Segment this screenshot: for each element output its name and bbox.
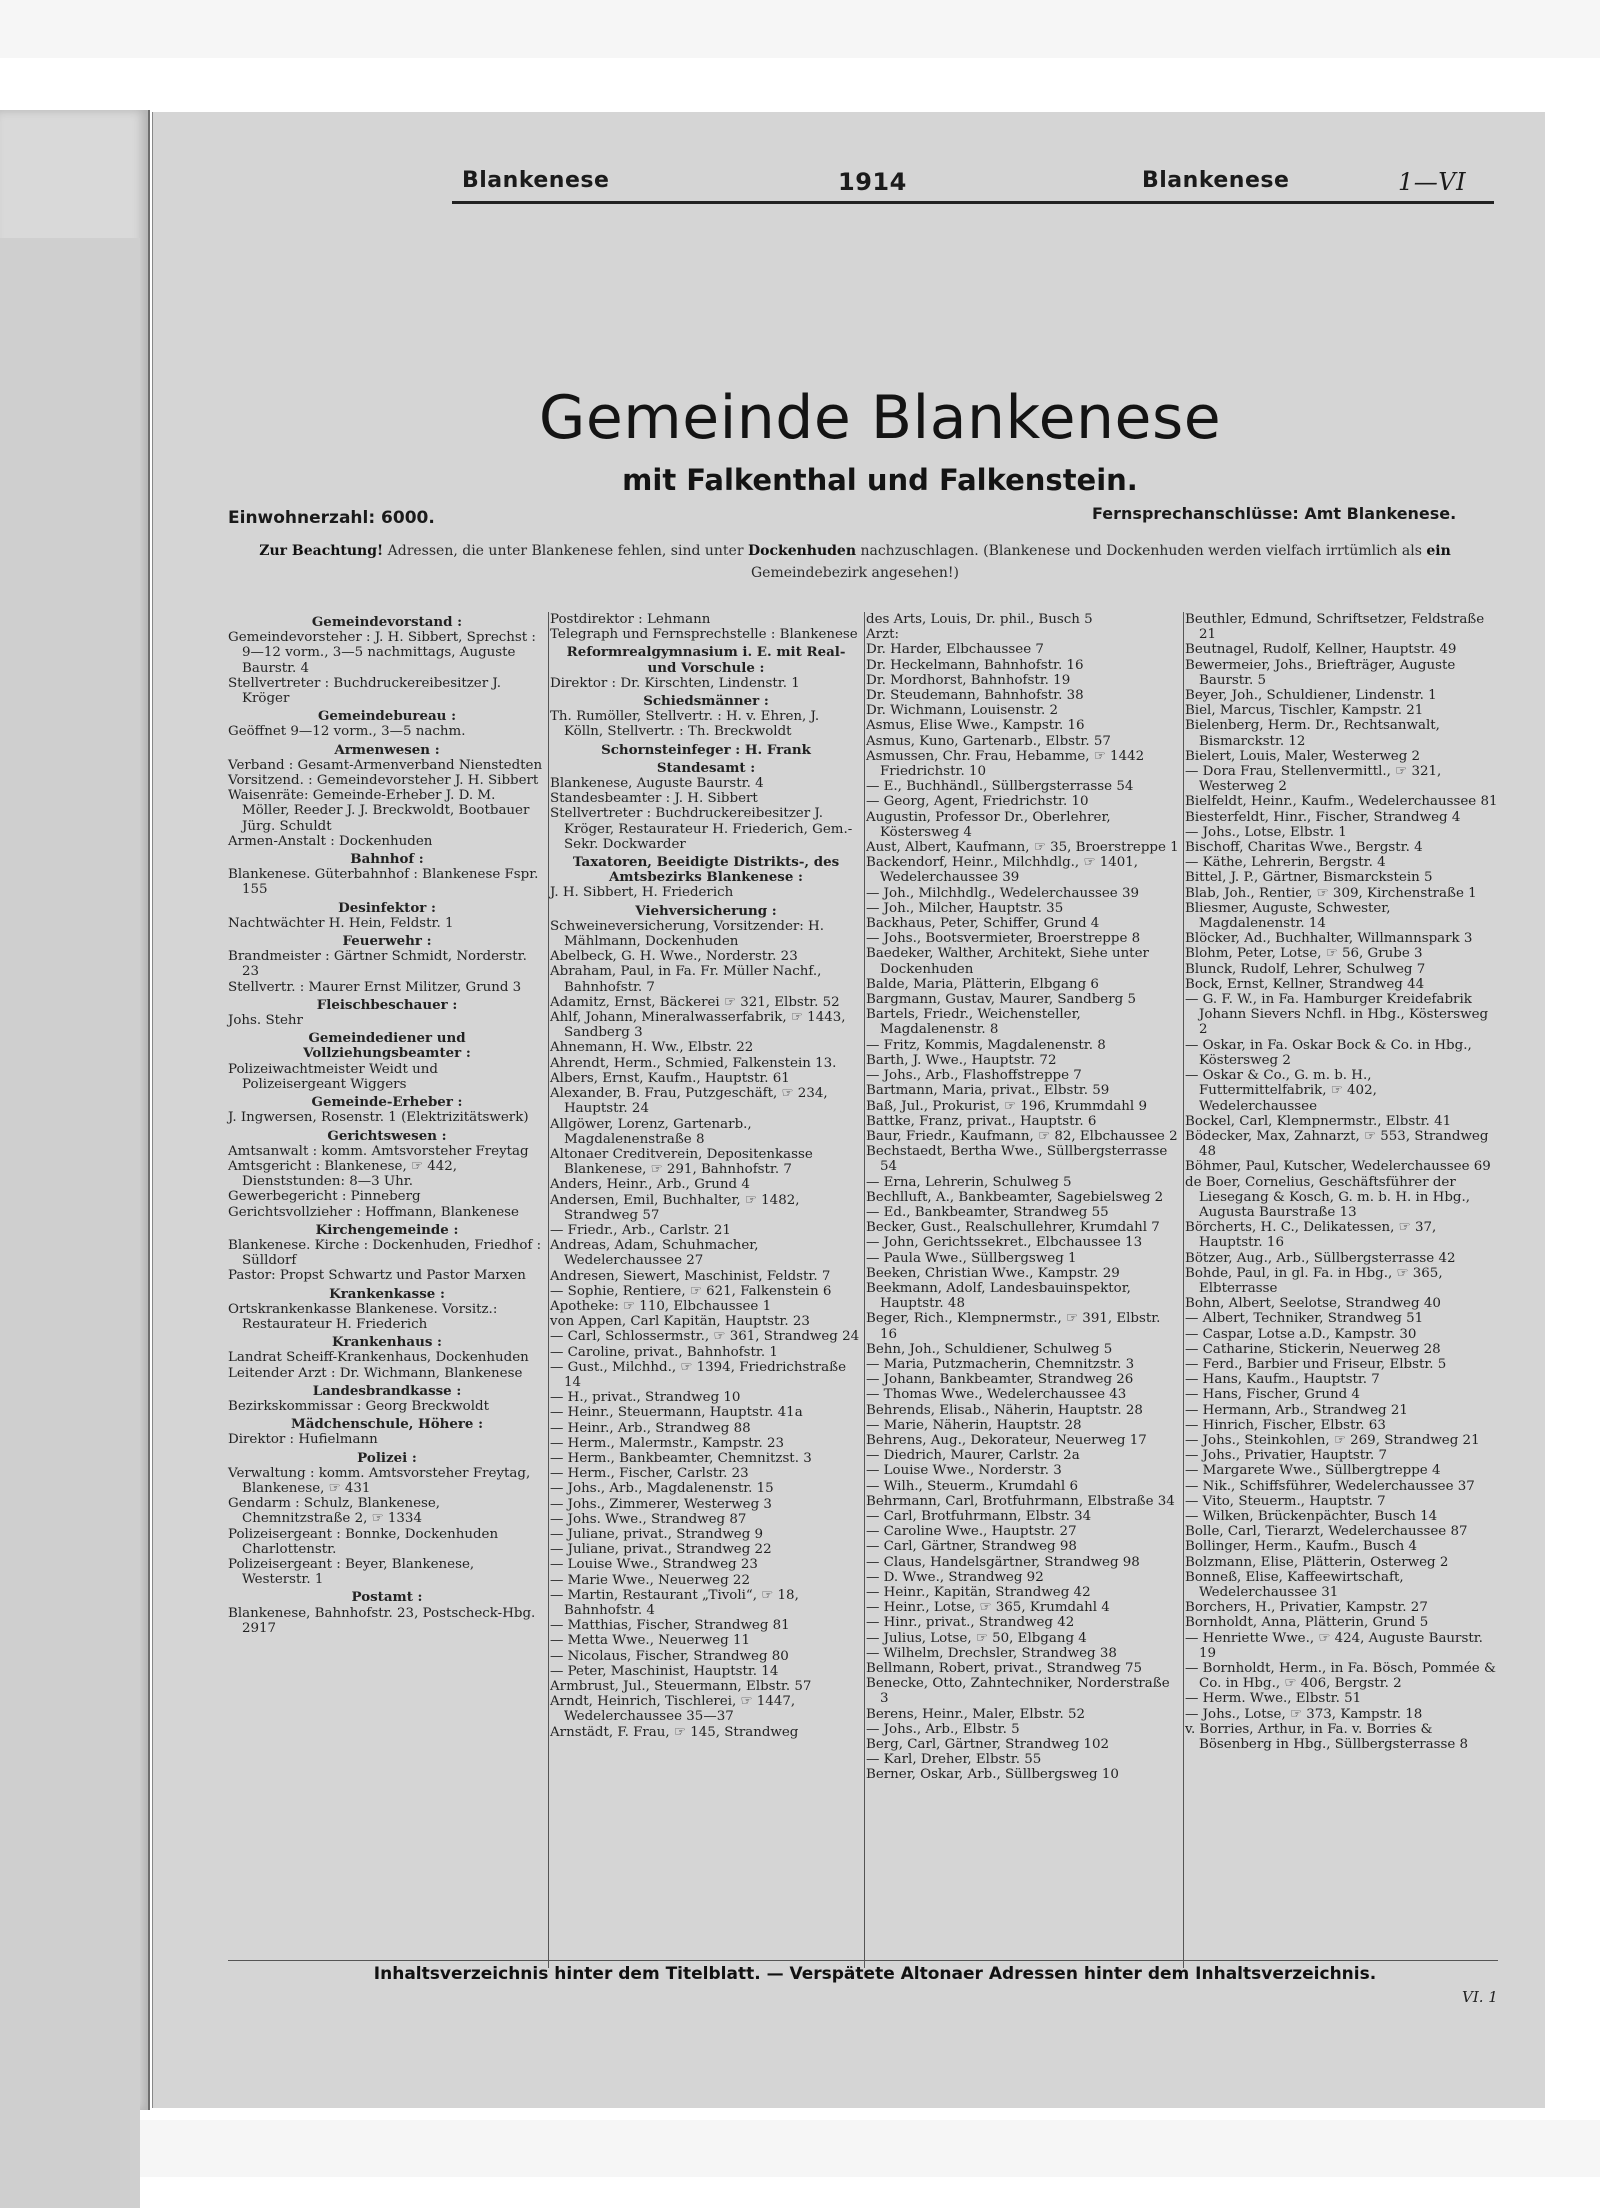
directory-entry: — Ferd., Barbier und Friseur, Elbstr. 5: [1185, 1356, 1447, 1372]
directory-entry: — Louise Wwe., Norderstr. 3: [866, 1463, 1062, 1479]
section-heading: Gemeindebureau :: [317, 708, 457, 725]
directory-entry: — Johs., Arb., Flashoffstreppe 7: [866, 1068, 1082, 1084]
directory-entry: — Hans, Kaufm., Hauptstr. 7: [1185, 1372, 1380, 1388]
directory-entry: — Friedr., Arb., Carlstr. 21: [550, 1222, 731, 1238]
directory-entry: Bonneß, Elise, Kaffeewirtschaft, Wedelerchaussee 31: [1185, 1569, 1404, 1600]
directory-entry: Bittel, J. P., Gärtner, Bismarckstein 5: [1185, 870, 1433, 886]
directory-entry: Geöffnet 9—12 vorm., 3—5 nachm.: [228, 724, 466, 740]
directory-entry: Beger, Rich., Klempnermstr., ☞ 391, Elbstr. 16: [866, 1311, 1161, 1342]
directory-entry: Aust, Albert, Kaufmann, ☞ 35, Broerstreppe 1: [866, 840, 1179, 856]
directory-entry: Dr. Harder, Elbchaussee 7: [866, 642, 1044, 658]
directory-entry: Bollinger, Herm., Kaufm., Busch 4: [1185, 1539, 1418, 1555]
directory-entry: Beutnagel, Rudolf, Kellner, Hauptstr. 49: [1185, 642, 1457, 658]
directory-entry: — Heinr., Arb., Strandweg 88: [550, 1420, 751, 1436]
section-heading: Gerichtswesen :: [327, 1127, 447, 1144]
section-heading: Postamt :: [351, 1589, 423, 1606]
section-heading: Standesamt :: [656, 759, 756, 776]
directory-entry: — Johs., Lotse, ☞ 373, Kampstr. 18: [1185, 1706, 1423, 1722]
directory-entry: — Catharine, Stickerin, Neuerweg 28: [1185, 1341, 1441, 1357]
directory-entry: — Wilhelm, Drechsler, Strandweg 38: [866, 1645, 1117, 1661]
directory-entry: Bornholdt, Anna, Plätterin, Grund 5: [1185, 1615, 1429, 1631]
directory-entry: Johs. Stehr: [228, 1013, 303, 1029]
directory-entry: Ahrendt, Herm., Schmied, Falkenstein 13.: [550, 1055, 837, 1071]
directory-entry: — Nik., Schiffsführer, Wedelerchaussee 37: [1185, 1478, 1475, 1494]
column-divider-2: [864, 612, 865, 1968]
directory-entry: Albers, Ernst, Kaufm., Hauptstr. 61: [550, 1070, 790, 1086]
page-title: Gemeinde Blankenese: [538, 383, 1222, 453]
footer-note: Inhaltsverzeichnis hinter dem Titelblatt. — Verspätete Altonaer Adressen hinter dem Inhaltsverzeichnis.: [373, 1964, 1377, 1984]
directory-entry: Gerichtsvollzieher : Hoffmann, Blankenese: [228, 1204, 519, 1220]
directory-entry: Berner, Oskar, Arb., Süllbergsweg 10: [866, 1767, 1119, 1783]
footer-rule: [228, 1960, 1498, 1961]
section-heading: Reformrealgymnasium i. E. mit Real- und Vorschule :: [566, 644, 846, 676]
directory-entry: Böhmer, Paul, Kutscher, Wedelerchaussee 69: [1185, 1159, 1491, 1175]
directory-entry: Blankenese. Kirche : Dockenhuden, Friedhof : Sülldorf: [228, 1237, 542, 1269]
directory-entry: — Hans, Fischer, Grund 4: [1185, 1387, 1360, 1403]
directory-entry: Behrens, Aug., Dekorateur, Neuerweg 17: [866, 1432, 1147, 1448]
directory-entry: Vorsitzend. : Gemeindevorsteher J. H. Sibbert: [228, 773, 539, 789]
directory-entry: — Thomas Wwe., Wedelerchaussee 43: [866, 1387, 1127, 1403]
directory-entry: Bolle, Carl, Tierarzt, Wedelerchaussee 87: [1185, 1524, 1468, 1540]
directory-entry: Blankenese. Güterbahnhof : Blankenese Fspr. 155: [228, 867, 539, 898]
directory-entry: Bargmann, Gustav, Maurer, Sandberg 5: [866, 992, 1136, 1008]
directory-entry: Augustin, Professor Dr., Oberlehrer, Köstersweg 4: [866, 809, 1111, 840]
left-page-shadow: [0, 238, 140, 2208]
directory-entry: — Fritz, Kommis, Magdalenenstr. 8: [866, 1037, 1106, 1053]
directory-entry: — Karl, Dreher, Elbstr. 55: [866, 1752, 1042, 1768]
directory-entry: — Johs. Wwe., Strandweg 87: [550, 1511, 747, 1527]
directory-entry: Bötzer, Aug., Arb., Süllbergsterrasse 42: [1185, 1250, 1456, 1266]
directory-entry: — Caroline, privat., Bahnhofstr. 1: [550, 1344, 778, 1360]
column-1: [228, 612, 546, 1636]
section-heading: Desinfektor :: [338, 899, 436, 916]
directory-entry: Bechstaedt, Bertha Wwe., Süllbergsterrasse 54: [866, 1144, 1168, 1175]
directory-entry: — Marie, Näherin, Hauptstr. 28: [866, 1417, 1082, 1433]
directory-entry: J. Ingwersen, Rosenstr. 1 (Elektrizitätswerk): [228, 1110, 529, 1126]
directory-entry: — Julius, Lotse, ☞ 50, Elbgang 4: [866, 1630, 1087, 1646]
notice-text-2: nachzuschlagen. (Blankenese und Dockenhuden werden vielfach irrtümlich als: [860, 543, 1422, 559]
directory-entry: — Johann, Bankbeamter, Strandweg 26: [866, 1372, 1134, 1388]
directory-entry: Bezirkskommissar : Georg Breckwoldt: [228, 1398, 489, 1414]
directory-entry: Bockel, Carl, Klempnermstr., Elbstr. 41: [1185, 1113, 1452, 1129]
section-heading: Viehversicherung :: [635, 902, 777, 919]
directory-entry: — Henriette Wwe., ☞ 424, Auguste Baurstr. 19: [1185, 1630, 1483, 1661]
directory-entry: — Gust., Milchhd., ☞ 1394, Friedrichstraße 14: [550, 1359, 846, 1390]
directory-entry: Blunck, Rudolf, Lehrer, Schulweg 7: [1185, 961, 1426, 977]
directory-entry: Bewermeier, Johs., Briefträger, Auguste Baurstr. 5: [1185, 657, 1456, 688]
directory-entry: — H., privat., Strandweg 10: [550, 1390, 741, 1406]
directory-entry: — Bornholdt, Herm., in Fa. Bösch, Pommée & Co. in Hbg., ☞ 406, Bergstr. 2: [1185, 1661, 1496, 1692]
directory-entry: — Matthias, Fischer, Strandweg 81: [550, 1618, 790, 1634]
directory-entry: Direktor : Dr. Kirschten, Lindenstr. 1: [550, 675, 800, 691]
directory-entry: Gendarm : Schulz, Blankenese, Chemnitzstraße 2, ☞ 1334: [228, 1496, 441, 1527]
column-divider-3: [1183, 612, 1184, 1968]
directory-entry: Stellvertr. : Maurer Ernst Militzer, Grund 3: [228, 979, 522, 995]
directory-entry: Beyer, Joh., Schuldiener, Lindenstr. 1: [1185, 688, 1437, 704]
directory-entry: Nachtwächter H. Hein, Feldstr. 1: [228, 915, 454, 931]
notice: [250, 540, 1460, 584]
directory-entry: — Oskar & Co., G. m. b. H., Futtermittelfabrik, ☞ 402, Wedelerchaussee: [1185, 1068, 1377, 1114]
directory-entry: — Sophie, Rentiere, ☞ 621, Falkenstein 6: [550, 1283, 832, 1299]
directory-entry: — Albert, Techniker, Strandweg 51: [1185, 1311, 1424, 1327]
directory-entry: — Hinr., privat., Strandweg 42: [866, 1615, 1075, 1631]
directory-entry: Biesterfeldt, Hinr., Fischer, Strandweg 4: [1185, 809, 1461, 825]
directory-entry: Bohde, Paul, in gl. Fa. in Hbg., ☞ 365, Elbterrasse: [1185, 1265, 1443, 1296]
directory-entry: Berg, Carl, Gärtner, Strandweg 102: [866, 1737, 1110, 1753]
section-heading: Gemeindediener und Vollziehungsbeamter :: [303, 1030, 471, 1062]
directory-entry: Landrat Scheiff-Krankenhaus, Dockenhuden: [228, 1350, 529, 1366]
directory-entry: — Dora Frau, Stellenvermittl., ☞ 321, Westerweg 2: [1185, 764, 1442, 795]
directory-entry: — Vito, Steuerm., Hauptstr. 7: [1185, 1493, 1386, 1509]
directory-entry: Dr. Mordhorst, Bahnhofstr. 19: [866, 672, 1071, 688]
directory-entry: Andersen, Emil, Buchhalter, ☞ 1482, Strandweg 57: [550, 1192, 800, 1223]
directory-entry: Biel, Marcus, Tischler, Kampstr. 21: [1185, 703, 1424, 719]
directory-entry: Altonaer Creditverein, Depositenkasse Blankenese, ☞ 291, Bahnhofstr. 7: [550, 1146, 813, 1178]
directory-entry: Gemeindevorsteher : J. H. Sibbert, Sprechst : 9—12 vorm., 3—5 nachmittags, Auguste Baurstr. 4: [228, 630, 536, 676]
directory-entry: Verwaltung : komm. Amtsvorsteher Freytag, Blankenese, ☞ 431: [228, 1465, 531, 1496]
directory-entry: Alexander, B. Frau, Putzgeschäft, ☞ 234, Hauptstr. 24: [550, 1086, 828, 1117]
scan-background-top: [0, 0, 1600, 58]
directory-entry: Backendorf, Heinr., Milchhdlg., ☞ 1401, Wedelerchaussee 39: [866, 855, 1139, 886]
directory-entry: Polizeiwachtmeister Weidt und Polizeisergeant Wiggers: [228, 1061, 438, 1092]
page-mark: VI. 1: [1462, 1988, 1498, 2006]
directory-entry: — Wilken, Brückenpächter, Busch 14: [1185, 1508, 1438, 1524]
directory-entry: Bohn, Albert, Seelotse, Strandweg 40: [1185, 1296, 1441, 1312]
directory-entry: — Heinr., Kapitän, Strandweg 42: [866, 1585, 1091, 1600]
directory-entry: Blohm, Peter, Lotse, ☞ 56, Grube 3: [1185, 946, 1423, 962]
directory-entry: Baur, Friedr., Kaufmann, ☞ 82, Elbchaussee 2: [866, 1128, 1178, 1144]
directory-entry: — Johs., Zimmerer, Westerweg 3: [550, 1496, 772, 1512]
directory-entry: — John, Gerichtssekret., Elbchaussee 13: [866, 1235, 1143, 1251]
directory-entry: — Margarete Wwe., Süllbergtreppe 4: [1185, 1463, 1441, 1479]
directory-entry: Dr. Heckelmann, Bahnhofstr. 16: [866, 657, 1084, 673]
directory-entry: — Georg, Agent, Friedrichstr. 10: [866, 794, 1089, 810]
directory-entry: — Maria, Putzmacherin, Chemnitzstr. 3: [866, 1356, 1135, 1372]
directory-entry: Blöcker, Ad., Buchhalter, Willmannspark 3: [1185, 931, 1473, 947]
running-head-year: 1914: [838, 168, 907, 196]
directory-entry: Börcherts, H. C., Delikatessen, ☞ 37, Hauptstr. 16: [1185, 1220, 1437, 1251]
directory-entry: Stellvertreter : Buchdruckereibesitzer J. Kröger: [228, 675, 501, 707]
directory-entry: Bellmann, Robert, privat., Strandweg 75: [866, 1661, 1143, 1677]
directory-entry: — Juliane, privat., Strandweg 22: [550, 1542, 772, 1558]
directory-entry: — Nicolaus, Fischer, Strandweg 80: [550, 1648, 789, 1664]
directory-entry: Pastor: Propst Schwartz und Pastor Marxen: [228, 1268, 526, 1284]
section-heading: Armenwesen :: [334, 741, 440, 758]
directory-entry: Amtsanwalt : komm. Amtsvorsteher Freytag: [228, 1143, 529, 1159]
directory-entry: Backhaus, Peter, Schiffer, Grund 4: [866, 916, 1100, 932]
directory-entry: — D. Wwe., Strandweg 92: [866, 1569, 1044, 1585]
directory-entry: de Boer, Cornelius, Geschäftsführer der Liesegang & Kosch, G. m. b. H. in Hbg., Augusta Baurstraße 13: [1185, 1174, 1471, 1220]
directory-entry: Borchers, H., Privatier, Kampstr. 27: [1185, 1600, 1428, 1616]
directory-entry: Bartmann, Maria, privat., Elbstr. 59: [866, 1083, 1110, 1099]
directory-entry: Schweineversicherung, Vorsitzender: H. Mählmann, Dockenhuden: [550, 918, 824, 950]
directory-entry: — Paula Wwe., Süllbergsweg 1: [866, 1250, 1077, 1266]
section-heading: Kirchengemeinde :: [315, 1221, 459, 1238]
section-heading: Schiedsmänner :: [643, 693, 769, 710]
directory-entry: — Carl, Brotfuhrmann, Elbstr. 34: [866, 1508, 1092, 1524]
directory-entry: — Caspar, Lotse a.D., Kampstr. 30: [1185, 1326, 1417, 1342]
directory-entry: Waisenräte: Gemeinde-Erheber J. D. M. Möller, Reeder J. J. Breckwoldt, Bootbauer Jürg. Schuldt: [228, 788, 530, 834]
scan-background-bottom: [0, 2120, 1600, 2177]
directory-entry: — Peter, Maschinist, Hauptstr. 14: [550, 1663, 779, 1679]
directory-entry: Balde, Maria, Plätterin, Elbgang 6: [866, 976, 1099, 992]
section-heading: Feuerwehr :: [342, 933, 432, 950]
directory-entry: Abraham, Paul, in Fa. Fr. Müller Nachf., Bahnhofstr. 7: [550, 964, 822, 995]
directory-entry: — Joh., Milcher, Hauptstr. 35: [866, 900, 1064, 916]
directory-entry: Stellvertreter : Buchdruckereibesitzer J. Kröger, Restaurateur H. Friederich, Gem.-Sekr. Dockwarder: [550, 806, 853, 852]
directory-entry: Bielenberg, Herm. Dr., Rechtsanwalt, Bismarckstr. 12: [1185, 718, 1440, 749]
directory-entry: — Heinr., Lotse, ☞ 365, Krumdahl 4: [866, 1600, 1110, 1616]
directory-entry: Ortskrankenkasse Blankenese. Vorsitz.: Restaurateur H. Friederich: [228, 1301, 498, 1332]
population-line: Einwohnerzahl: 6000.: [228, 508, 435, 528]
section-heading: Landesbrandkasse :: [312, 1382, 462, 1399]
directory-entry: — Herm., Fischer, Carlstr. 23: [550, 1466, 749, 1482]
directory-entry: Ahnemann, H. Ww., Elbstr. 22: [550, 1040, 754, 1056]
directory-entry: Verband : Gesamt-Armenverband Nienstedten: [228, 757, 543, 773]
directory-entry: Brandmeister : Gärtner Schmidt, Norderstr. 23: [228, 949, 527, 980]
directory-entry: — Wilh., Steuerm., Krumdahl 6: [866, 1478, 1078, 1494]
directory-entry: des Arts, Louis, Dr. phil., Busch 5: [866, 612, 1093, 627]
directory-entry: Beuthler, Edmund, Schriftsetzer, Feldstraße 21: [1185, 612, 1485, 643]
directory-entry: Bock, Ernst, Kellner, Strandweg 44: [1185, 976, 1425, 992]
directory-entry: Barth, J. Wwe., Hauptstr. 72: [866, 1052, 1057, 1068]
directory-entry: Bolzmann, Elise, Plätterin, Osterweg 2: [1185, 1554, 1449, 1570]
directory-entry: — Juliane, privat., Strandweg 9: [550, 1526, 764, 1542]
section-heading: Gemeinde-Erheber :: [311, 1094, 463, 1111]
directory-entry: Polizeisergeant : Bonnke, Dockenhuden Charlottenstr.: [228, 1526, 499, 1557]
directory-entry: Bischoff, Charitas Wwe., Bergstr. 4: [1185, 840, 1423, 856]
section-heading: Mädchenschule, Höhere :: [290, 1416, 484, 1433]
directory-entry: Bödecker, Max, Zahnarzt, ☞ 553, Strandweg 48: [1185, 1128, 1489, 1160]
directory-entry: — Oskar, in Fa. Oskar Bock & Co. in Hbg., Köstersweg 2: [1185, 1037, 1472, 1068]
directory-entry: Behn, Joh., Schuldiener, Schulweg 5: [866, 1341, 1113, 1357]
section-heading: Krankenkasse :: [329, 1285, 445, 1302]
directory-entry: Polizeisergeant : Beyer, Blankenese, Westerstr. 1: [228, 1556, 475, 1588]
directory-entry: Benecke, Otto, Zahntechniker, Norderstraße 3: [866, 1676, 1170, 1707]
running-head-left: Blankenese: [462, 168, 610, 193]
directory-entry: Adamitz, Ernst, Bäckerei ☞ 321, Elbstr. 52: [550, 994, 840, 1010]
directory-entry: Asmussen, Chr. Frau, Hebamme, ☞ 1442 Friedrichstr. 10: [866, 748, 1145, 780]
directory-entry: Dr. Wichmann, Louisenstr. 2: [866, 703, 1059, 719]
notice-bold-1: Dockenhuden: [747, 543, 857, 559]
directory-entry: Behrends, Elisab., Näherin, Hauptstr. 28: [866, 1402, 1143, 1418]
directory-entry: Blankenese, Auguste Baurstr. 4: [550, 776, 764, 792]
directory-entry: Standesbeamter : J. H. Sibbert: [550, 791, 758, 807]
directory-entry: — Hermann, Arb., Strandweg 21: [1185, 1402, 1408, 1418]
directory-entry: Arzt:: [866, 627, 900, 643]
directory-entry: — Diedrich, Maurer, Carlstr. 2a: [866, 1448, 1080, 1464]
directory-entry: — Joh., Milchhdlg., Wedelerchaussee 39: [866, 885, 1140, 901]
column-4: [1185, 612, 1498, 1752]
directory-entry: — Herm. Wwe., Elbstr. 51: [1185, 1691, 1362, 1707]
notice-text-1: Adressen, die unter Blankenese fehlen, sind unter: [387, 543, 744, 559]
directory-entry: Gewerbegericht : Pinneberg: [228, 1189, 421, 1205]
directory-entry: Apotheke: ☞ 110, Elbchaussee 1: [550, 1298, 772, 1314]
directory-entry: Bartels, Friedr., Weichensteller, Magdalenenstr. 8: [866, 1007, 1081, 1038]
directory-entry: — Heinr., Steuermann, Hauptstr. 41a: [550, 1405, 803, 1421]
directory-entry: — Herm., Malermstr., Kampstr. 23: [550, 1435, 785, 1451]
notice-lead: Zur Beachtung!: [259, 543, 384, 559]
directory-entry: Andresen, Siewert, Maschinist, Feldstr. 7: [550, 1268, 831, 1284]
directory-entry: Baß, Jul., Prokurist, ☞ 196, Krummdahl 9: [866, 1098, 1147, 1114]
directory-entry: — Erna, Lehrerin, Schulweg 5: [866, 1174, 1072, 1190]
column-divider-1: [548, 612, 549, 1968]
directory-entry: — Johs., Bootsvermieter, Broerstreppe 8: [866, 931, 1141, 947]
directory-entry: — Johs., Lotse, Elbstr. 1: [1185, 824, 1347, 840]
directory-entry: Arndt, Heinrich, Tischlerei, ☞ 1447, Wedelerchaussee 35—37: [550, 1694, 796, 1725]
directory-entry: — Metta Wwe., Neuerweg 11: [550, 1633, 751, 1649]
directory-entry: Abelbeck, G. H. Wwe., Norderstr. 23: [550, 949, 798, 965]
directory-entry: Behrmann, Carl, Brotfuhrmann, Elbstraße 34: [866, 1493, 1175, 1509]
directory-entry: Battke, Franz, privat., Hauptstr. 6: [866, 1113, 1097, 1129]
section-heading: Taxatoren, Beeidigte Distrikts-, des Amtsbezirks Blankenese :: [572, 854, 840, 886]
notice-bold-2: ein: [1426, 543, 1451, 559]
directory-entry: Becker, Gust., Realschullehrer, Krumdahl 7: [866, 1220, 1160, 1236]
directory-entry: Bliesmer, Auguste, Schwester, Magdalenenstr. 14: [1185, 900, 1391, 932]
directory-entry: — Louise Wwe., Strandweg 23: [550, 1557, 758, 1573]
directory-entry: Amtsgericht : Blankenese, ☞ 442, Dienststunden: 8—3 Uhr.: [228, 1158, 458, 1190]
directory-entry: J. H. Sibbert, H. Friederich: [550, 885, 734, 901]
directory-entry: Armbrust, Jul., Steuermann, Elbstr. 57: [550, 1679, 812, 1695]
directory-entry: — G. F. W., in Fa. Hamburger Kreidefabrik Johann Sievers Nchfl. in Hbg., Köstersweg 2: [1185, 992, 1489, 1038]
column-2: [550, 612, 862, 1740]
directory-entry: Armen-Anstalt : Dockenhuden: [228, 833, 433, 849]
directory-entry: Asmus, Kuno, Gartenarb., Elbstr. 57: [866, 733, 1111, 749]
directory-entry: — Johs., Arb., Magdalenenstr. 15: [550, 1481, 774, 1497]
directory-entry: — Johs., Arb., Elbstr. 5: [866, 1721, 1020, 1737]
phone-line: Fernsprechanschlüsse: Amt Blankenese.: [1092, 504, 1457, 523]
directory-entry: — E., Buchhändl., Süllbergsterrasse 54: [866, 779, 1134, 795]
directory-entry: Leitender Arzt : Dr. Wichmann, Blankenese: [228, 1365, 523, 1381]
directory-entry: Bechlluft, A., Bankbeamter, Sagebielsweg 2: [866, 1189, 1164, 1205]
directory-entry: — Johs., Steinkohlen, ☞ 269, Strandweg 21: [1185, 1432, 1480, 1448]
directory-entry: Direktor : Hufielmann: [228, 1432, 378, 1448]
directory-entry: Baedeker, Walther, Architekt, Siehe unter Dockenhuden: [866, 946, 1149, 977]
directory-entry: Th. Rumöller, Stellvertr. : H. v. Ehren, J. Kölln, Stellvertr. : Th. Breckwoldt: [550, 709, 820, 740]
section-heading: Krankenhaus :: [332, 1334, 442, 1351]
directory-entry: Ahlf, Johann, Mineralwasserfabrik, ☞ 1443, Sandberg 3: [550, 1010, 846, 1041]
directory-entry: von Appen, Carl Kapitän, Hauptstr. 23: [550, 1314, 810, 1330]
directory-entry: — Käthe, Lehrerin, Bergstr. 4: [1185, 855, 1386, 871]
directory-entry: Beeken, Christian Wwe., Kampstr. 29: [866, 1265, 1120, 1281]
directory-entry: Blab, Joh., Rentier, ☞ 309, Kirchenstraße 1: [1185, 885, 1477, 901]
section-heading: Bahnhof :: [350, 851, 424, 868]
directory-entry: Beekmann, Adolf, Landesbauinspektor, Hauptstr. 48: [866, 1280, 1131, 1312]
running-head-page-number: 1—VI: [1398, 168, 1467, 196]
directory-entry: — Martin, Restaurant „Tivoli“, ☞ 18, Bahnhofstr. 4: [550, 1587, 799, 1618]
directory-entry: Berens, Heinr., Maler, Elbstr. 52: [866, 1706, 1086, 1722]
directory-entry: Blankenese, Bahnhofstr. 23, Postscheck-Hbg. 2917: [228, 1605, 536, 1636]
header-rule: [452, 201, 1494, 204]
section-heading: Fleischbeschauer :: [316, 996, 458, 1013]
directory-entry: Allgöwer, Lorenz, Gartenarb., Magdalenenstraße 8: [550, 1116, 752, 1147]
column-3: [866, 612, 1181, 1783]
directory-entry: — Marie Wwe., Neuerweg 22: [550, 1572, 750, 1588]
directory-entry: — Herm., Bankbeamter, Chemnitzst. 3: [550, 1450, 812, 1466]
directory-entry: Andreas, Adam, Schuhmacher, Wedelerchaussee 27: [550, 1238, 759, 1269]
running-head-right: Blankenese: [1142, 168, 1290, 193]
page-subtitle: mit Falkenthal und Falkenstein.: [622, 463, 1138, 497]
directory-entry: Anders, Heinr., Arb., Grund 4: [550, 1177, 750, 1193]
directory-entry: — Carl, Gärtner, Strandweg 98: [866, 1539, 1077, 1555]
directory-entry: Bielfeldt, Heinr., Kaufm., Wedelerchaussee 81: [1185, 794, 1498, 810]
directory-entry: Dr. Steudemann, Bahnhofstr. 38: [866, 688, 1084, 704]
section-heading: Polizei :: [357, 1449, 417, 1466]
directory-entry: v. Borries, Arthur, in Fa. v. Borries & Bösenberg in Hbg., Süllbergsterrasse 8: [1185, 1721, 1469, 1753]
section-heading: Schornsteinfeger : H. Frank: [601, 741, 811, 758]
directory-entry: — Carl, Schlossermstr., ☞ 361, Strandweg 24: [550, 1329, 860, 1345]
directory-entry: — Caroline Wwe., Hauptstr. 27: [866, 1524, 1077, 1540]
directory-entry: Asmus, Elise Wwe., Kampstr. 16: [866, 718, 1085, 734]
directory-entry: — Hinrich, Fischer, Elbstr. 63: [1185, 1417, 1386, 1433]
directory-entry: — Claus, Handelsgärtner, Strandweg 98: [866, 1554, 1140, 1570]
directory-entry: Postdirektor : Lehmann: [550, 612, 711, 627]
directory-entry: Telegraph und Fernsprechstelle : Blankenese: [550, 627, 858, 643]
notice-text-3: Gemeindebezirk angesehen!): [751, 565, 959, 581]
directory-entry: Bielert, Louis, Maler, Westerweg 2: [1185, 748, 1421, 764]
directory-entry: — Johs., Privatier, Hauptstr. 7: [1185, 1448, 1388, 1464]
directory-entry: Arnstädt, F. Frau, ☞ 145, Strandweg: [550, 1724, 799, 1740]
left-page-edge: [0, 110, 150, 2110]
directory-entry: — Ed., Bankbeamter, Strandweg 55: [866, 1204, 1109, 1220]
section-heading: Gemeindevorstand :: [311, 614, 463, 630]
